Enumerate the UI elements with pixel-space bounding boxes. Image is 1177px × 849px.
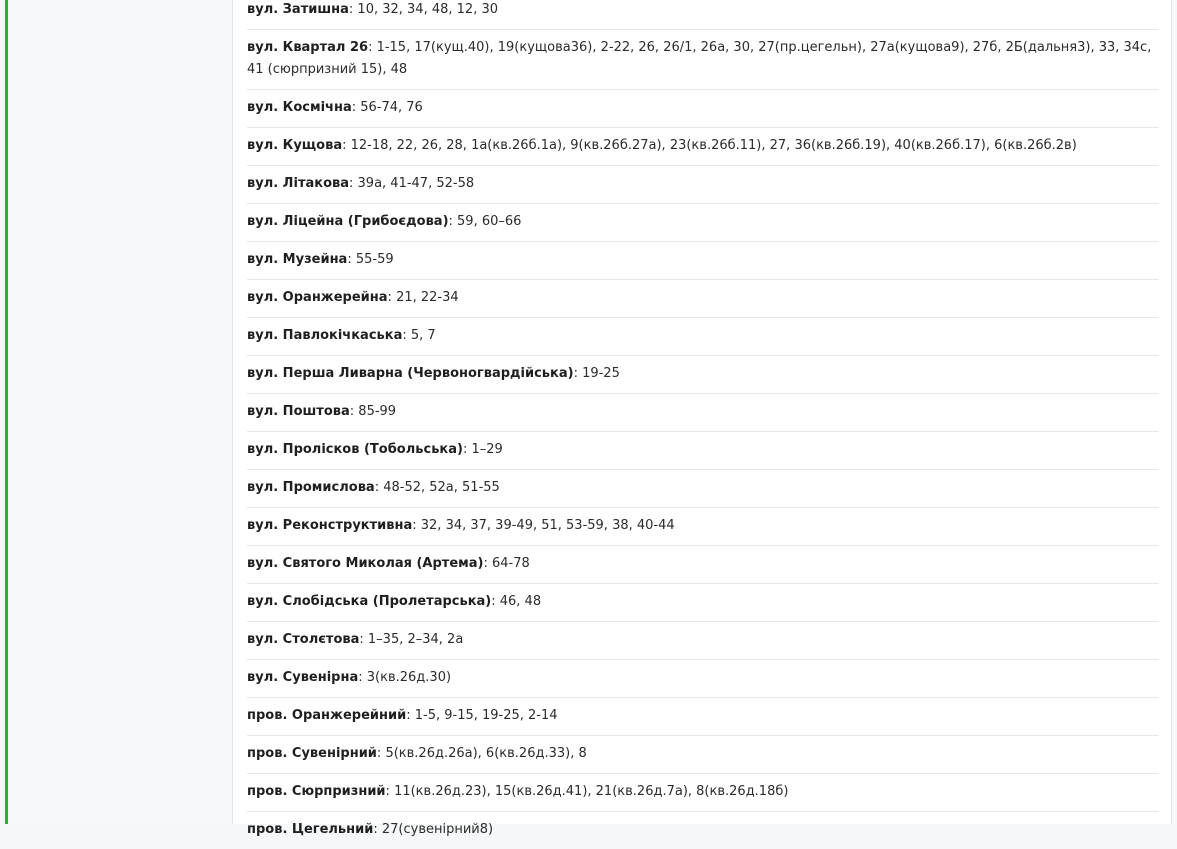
separator: :	[387, 290, 397, 305]
list-item	[247, 584, 1159, 622]
house-numbers: 1-15, 17(кущ.40), 19(кущова36), 2-22, 26, 26/1, 26а, 30, 27(пр.цегельн), 27а(кущова9), 27б, 2Б(дальня3), 33, 34с, 41 (сюрпризний 15), 48	[247, 40, 1152, 77]
street-name: вул. Слобідська (Пролетарська)	[247, 594, 492, 609]
separator: :	[491, 594, 500, 609]
list-item	[247, 128, 1159, 166]
street-name: вул. Сувенірна	[247, 670, 359, 685]
separator: :	[385, 784, 395, 799]
house-numbers: 56-74, 76	[360, 100, 423, 115]
separator: :	[351, 100, 361, 115]
list-item	[247, 204, 1159, 242]
street-name: вул. Поштова	[247, 404, 350, 419]
separator: :	[349, 404, 359, 419]
separator: :	[368, 40, 377, 55]
street-name: пров. Цегельний	[247, 822, 374, 837]
separator: :	[358, 670, 367, 685]
house-numbers: 5(кв.26д.26а), 6(кв.26д.33), 8	[385, 746, 587, 761]
street-name: вул. Літакова	[247, 176, 350, 191]
list-item	[247, 736, 1159, 774]
street-name: вул. Павлокічкаська	[247, 328, 403, 343]
house-numbers: 48-52, 52а, 51-55	[383, 480, 500, 495]
street-name: вул. Музейна	[247, 252, 348, 267]
house-numbers: 85-99	[358, 404, 397, 419]
house-numbers: 12-18, 22, 26, 28, 1а(кв.26б.1а), 9(кв.26б.27а), 23(кв.26б.11), 27, 36(кв.26б.19), 40(кв.26б.17), 6(кв.26б.2в)	[350, 138, 1077, 153]
street-name: вул. Ліцейна (Грибоєдова)	[247, 214, 449, 229]
separator: :	[412, 518, 421, 533]
separator: :	[347, 252, 356, 267]
street-name: вул. Затишна	[247, 2, 349, 17]
left-sidebar	[8, 0, 232, 824]
house-numbers: 1-5, 9-15, 19-25, 2-14	[414, 708, 558, 723]
separator: :	[342, 138, 351, 153]
list-item	[247, 812, 1159, 849]
house-numbers: 5, 7	[410, 328, 436, 343]
separator: :	[348, 2, 358, 17]
street-name: пров. Оранжерейний	[247, 708, 407, 723]
street-name: вул. Реконструктивна	[247, 518, 413, 533]
list-item	[247, 660, 1159, 698]
list-item	[247, 508, 1159, 546]
separator: :	[406, 708, 415, 723]
house-numbers: 46, 48	[499, 594, 542, 609]
separator: :	[374, 480, 384, 495]
list-item	[247, 318, 1159, 356]
content-panel	[232, 0, 1172, 837]
list-item	[247, 90, 1159, 128]
list-item	[247, 774, 1159, 812]
house-numbers: 1–29	[471, 442, 503, 457]
separator: :	[462, 442, 472, 457]
list-item	[247, 394, 1159, 432]
street-name: вул. Перша Ливарна (Червоногвардійська)	[247, 366, 574, 381]
house-numbers: 39а, 41-47, 52-58	[357, 176, 475, 191]
street-name: вул. Кущова	[247, 138, 343, 153]
house-numbers: 59, 60–66	[457, 214, 522, 229]
house-numbers: 10, 32, 34, 48, 12, 30	[357, 2, 498, 17]
street-name: вул. Космічна	[247, 100, 352, 115]
street-name: пров. Сюрпризний	[247, 784, 386, 799]
street-name: вул. Квартал 26	[247, 40, 369, 55]
separator: :	[349, 176, 358, 191]
separator: :	[376, 746, 386, 761]
street-name: вул. Столєтова	[247, 632, 360, 647]
house-numbers: 64-78	[492, 556, 530, 571]
street-name: вул. Святого Миколая (Артема)	[247, 556, 484, 571]
separator: :	[359, 632, 368, 647]
house-numbers: 11(кв.26д.23), 15(кв.26д.41), 21(кв.26д.7а), 8(кв.26д.18б)	[394, 784, 789, 799]
separator: :	[373, 822, 382, 837]
street-name: пров. Сувенірний	[247, 746, 377, 761]
house-numbers: 1–35, 2–34, 2а	[367, 632, 464, 647]
house-numbers: 21, 22-34	[396, 290, 459, 305]
separator: :	[448, 214, 458, 229]
list-item	[247, 280, 1159, 318]
street-name: вул. Оранжерейна	[247, 290, 388, 305]
separator: :	[483, 556, 492, 571]
list-item	[247, 622, 1159, 660]
list-item	[247, 470, 1159, 508]
house-numbers: 27(сувенірний8)	[381, 822, 494, 837]
list-item	[247, 0, 1159, 30]
street-name: вул. Пролісков (Тобольська)	[247, 442, 463, 457]
list-item	[247, 166, 1159, 204]
street-list	[247, 0, 1159, 849]
house-numbers: 3(кв.26д.30)	[366, 670, 452, 685]
house-numbers: 19-25	[582, 366, 620, 381]
separator: :	[402, 328, 411, 343]
list-item	[247, 30, 1159, 90]
house-numbers: 55-59	[355, 252, 394, 267]
house-numbers: 32, 34, 37, 39-49, 51, 53-59, 38, 40-44	[420, 518, 675, 533]
list-item	[247, 698, 1159, 736]
list-item	[247, 432, 1159, 470]
list-item	[247, 356, 1159, 394]
street-name: вул. Промислова	[247, 480, 375, 495]
list-item	[247, 546, 1159, 584]
list-item	[247, 242, 1159, 280]
separator: :	[573, 366, 583, 381]
